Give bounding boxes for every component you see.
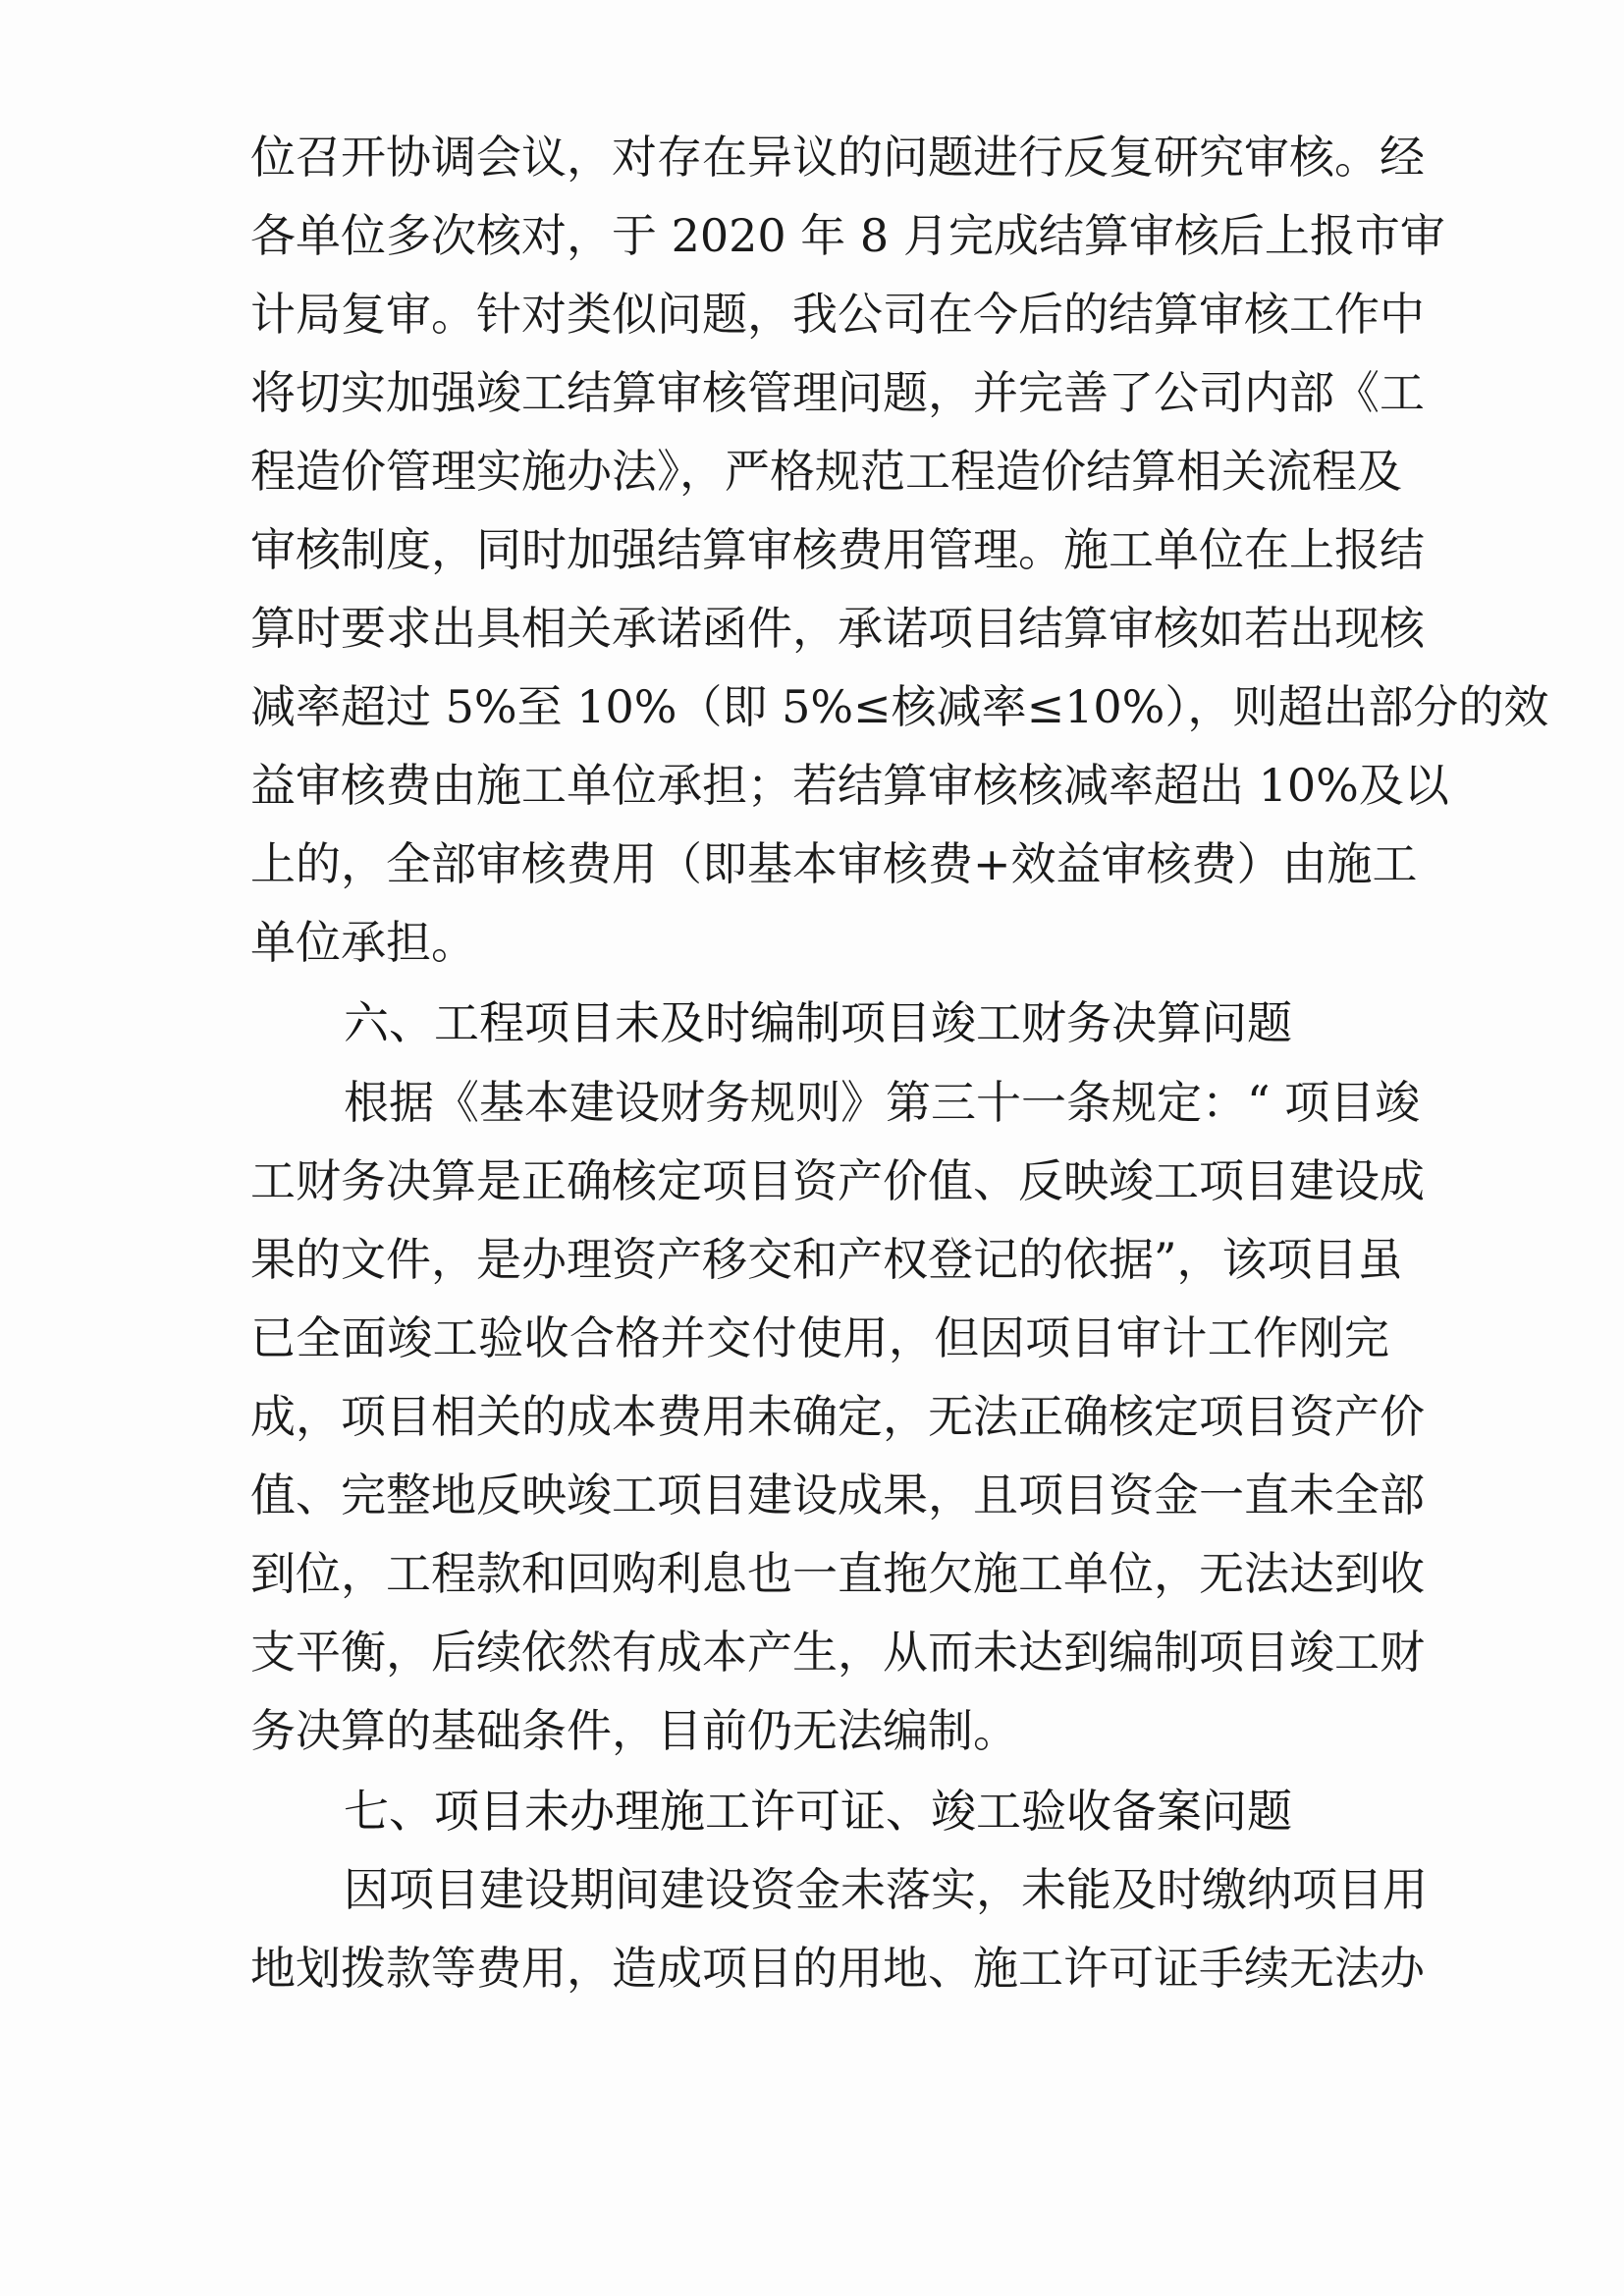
paragraph-line: 成，项目相关的成本费用未确定，无法正确核定项目资产价 bbox=[250, 1390, 1425, 1443]
section-heading-6: 六、工程项目未及时编制项目竣工财务决算问题 bbox=[344, 996, 1292, 1049]
paragraph-line: 工财务决算是正确核定项目资产价值、反映竣工项目建设成 bbox=[250, 1154, 1425, 1207]
paragraph-line: 因项目建设期间建设资金未落实，未能及时缴纳项目用 bbox=[344, 1863, 1428, 1916]
paragraph-line: 果的文件，是办理资产移交和产权登记的依据”，该项目虽 bbox=[250, 1233, 1403, 1286]
paragraph-line: 地划拨款等费用，造成项目的用地、施工许可证手续无法办 bbox=[250, 1942, 1425, 1995]
paragraph-line: 到位，工程款和回购利息也一直拖欠施工单位，无法达到收 bbox=[250, 1547, 1425, 1600]
paragraph-line: 值、完整地反映竣工项目建设成果，且项目资金一直未全部 bbox=[250, 1468, 1425, 1522]
paragraph-line: 减率超过 5%至 10%（即 5%≤核减率≤10%），则超出部分的效 bbox=[250, 680, 1549, 733]
paragraph-line: 审核制度，同时加强结算审核费用管理。施工单位在上报结 bbox=[250, 523, 1425, 576]
paragraph-line: 程造价管理实施办法》，严格规范工程造价结算相关流程及 bbox=[250, 445, 1402, 498]
paragraph-line: 各单位多次核对，于 2020 年 8 月完成结算审核后上报市审 bbox=[250, 209, 1445, 262]
paragraph-line: 算时要求出具相关承诺函件，承诺项目结算审核如若出现核 bbox=[250, 602, 1425, 655]
section-heading-7: 七、项目未办理施工许可证、竣工验收备案问题 bbox=[344, 1785, 1292, 1838]
paragraph-line: 益审核费由施工单位承担；若结算审核核减率超出 10%及以 bbox=[250, 759, 1449, 812]
paragraph-line: 支平衡，后续依然有成本产生，从而未达到编制项目竣工财 bbox=[250, 1626, 1425, 1679]
paragraph-line: 上的，全部审核费用（即基本审核费+效益审核费）由施工 bbox=[250, 837, 1418, 890]
paragraph-line: 计局复审。针对类似问题，我公司在今后的结算审核工作中 bbox=[250, 288, 1425, 341]
paragraph-line: 务决算的基础条件，目前仍无法编制。 bbox=[250, 1704, 1018, 1757]
paragraph-line: 位召开协调会议，对存在异议的问题进行反复研究审核。经 bbox=[250, 131, 1425, 184]
paragraph-line: 单位承担。 bbox=[250, 916, 476, 969]
paragraph-line: 根据《基本建设财务规则》第三十一条规定：“ 项目竣 bbox=[344, 1076, 1421, 1129]
paragraph-line: 已全面竣工验收合格并交付使用，但因项目审计工作刚完 bbox=[250, 1311, 1389, 1364]
paragraph-line: 将切实加强竣工结算审核管理问题，并完善了公司内部《工 bbox=[250, 366, 1425, 419]
